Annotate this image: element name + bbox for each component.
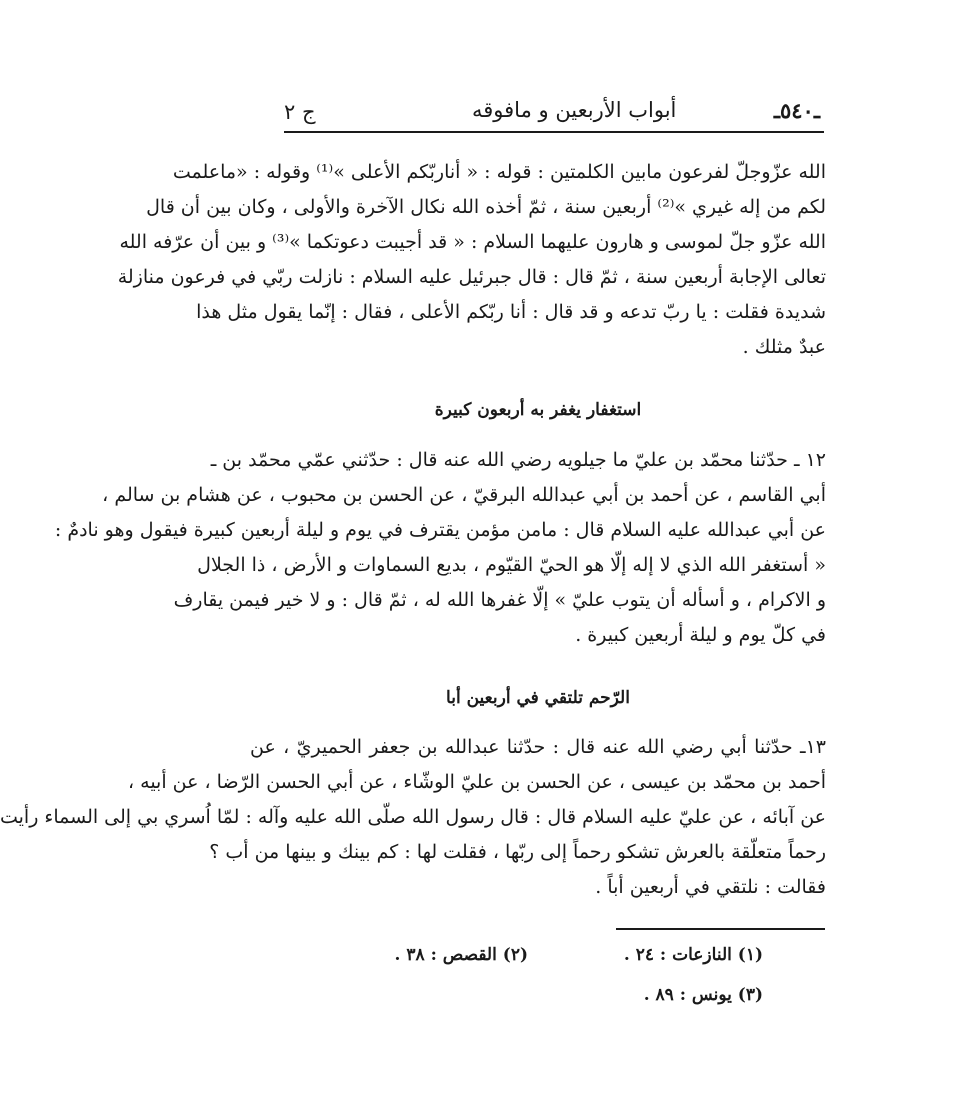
page-number: ـ٥٤٠ـ — [773, 98, 820, 123]
page-header — [262, 86, 822, 146]
text-line: ١٢ ـ حدّثنا محمّد بن عليّ ما جيلويه رضي الله عنه قال : حدّثني عمّي محمّد بن ـ — [210, 449, 826, 471]
footnote-3: (٣) يونس : ٨٩ . — [643, 985, 763, 1005]
text-line: شديدة فقلت : يا ربّ تدعه و قد قال : أنا ربّكم الأعلى ، فقال : إنّما يقول مثل هذا — [196, 301, 826, 323]
footnote-rule — [616, 928, 825, 930]
text-line: ١٣ـ حدّثنا أبي رضي الله عنه قال : حدّثنا عبدالله بن جعفر الحميريّ ، عن — [250, 736, 826, 758]
text-line: لكم من إله غيري »⁽²⁾ أربعين سنة ، ثمّ أخذه الله نكال الآخرة والأولى ، وكان بين أن قال — [146, 196, 826, 218]
section-1-text — [117, 155, 826, 365]
section-3-heading: الرّحم تلتقي في أربعين أبا — [446, 688, 630, 708]
text-line: الله عزّو جلّ لموسى و هارون عليهما السلام : « قد أجيبت دعوتكما »⁽³⁾ و بين أن عرّفه الله — [119, 231, 826, 253]
text-line: أحمد بن محمّد بن عيسى ، عن الحسن بن عليّ الوشّاء ، عن أبي الحسن الرّضا ، عن أبيه ، — [127, 771, 826, 793]
footnote-2: (٢) القصص : ٣٨ . — [394, 945, 528, 965]
footnote-1: (١) النازعات : ٢٤ . — [623, 945, 763, 965]
text-line: في كلّ يوم و ليلة أربعين كبيرة . — [575, 624, 826, 646]
header-rule — [284, 131, 824, 133]
volume-label: ج ٢ — [284, 100, 316, 124]
text-line: تعالى الإجابة أربعين سنة ، ثمّ قال : قال جبرئيل عليه السلام : نازلت ربّي في فرعون منازلة — [117, 266, 826, 288]
section-2-heading: استغفار يغفر به أربعون كبيرة — [434, 400, 642, 420]
text-line: عن أبي عبدالله عليه السلام قال : مامن مؤمن يقترف في يوم و ليلة أربعين كبيرة فيقول وهو نادمٌ : — [54, 519, 826, 541]
text-line: الله عزّوجلّ لفرعون مابين الكلمتين : قوله : « أناربّكم الأعلى »⁽¹⁾ وقوله : «ماعلمت — [172, 161, 826, 183]
text-line: عن آبائه ، عن عليّ عليه السلام قال : قال رسول الله صلّى الله عليه وآله : لمّا اُسري بي إلى السماء رأيت — [0, 806, 826, 828]
text-line: أبي القاسم ، عن أحمد بن أبي عبدالله البرقيّ ، عن الحسن بن محبوب ، عن هشام بن سالم ، — [102, 484, 826, 506]
section-3-text — [0, 730, 826, 905]
text-line: فقالت : نلتقي في أربعين أباً . — [595, 876, 826, 898]
text-line: عبدٌ مثلك . — [742, 336, 826, 358]
running-title: أبواب الأربعين و مافوقه — [472, 98, 677, 122]
text-line: و الاكرام ، و أسأله أن يتوب عليّ » إلّا غفرها الله له ، ثمّ قال : و لا خير فيمن يقارف — [173, 589, 826, 611]
text-line: « أستغفر الله الذي لا إله إلّا هو الحيّ القيّوم ، بديع السماوات و الأرض ، ذا الجلال — [197, 554, 826, 576]
section-2-text — [54, 443, 826, 653]
text-line: رحماً متعلّقة بالعرش تشكو رحماً إلى ربّها ، فقلت لها : كم بينك و بينها من أب ؟ — [209, 841, 826, 863]
